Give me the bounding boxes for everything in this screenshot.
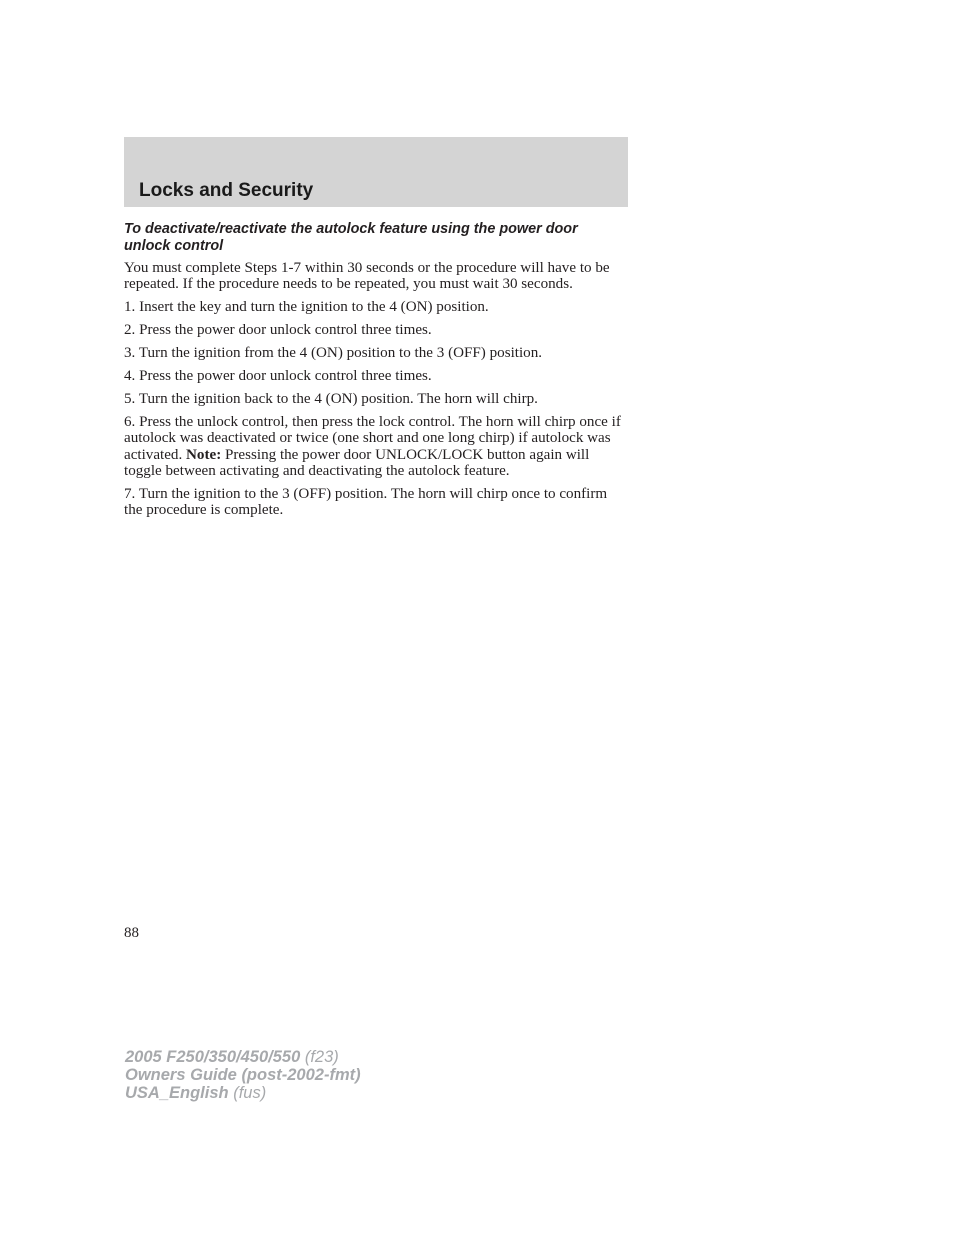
footer-model-code: (f23) [304, 1048, 339, 1066]
footer-model-line [125, 1048, 361, 1066]
step-6-paragraph [124, 414, 624, 480]
step-4: 4. Press the power door unlock control three times. [124, 368, 432, 385]
section-title: Locks and Security [139, 180, 314, 201]
note-label: Note: [186, 446, 222, 463]
footer-model: 2005 F250/350/450/550 [125, 1048, 301, 1066]
footer-language: USA_English [125, 1084, 229, 1103]
document-footer [125, 1048, 361, 1103]
page-content [124, 221, 624, 525]
section-header-band [124, 137, 628, 207]
footer-guide: Owners Guide (post-2002-fmt) [125, 1066, 361, 1085]
step-3: 3. Turn the ignition from the 4 (ON) position to the 3 (OFF) position. [124, 345, 543, 362]
procedure-subheading: To deactivate/reactivate the autolock feature using the power door unlock control [124, 221, 578, 254]
step-1: 1. Insert the key and turn the ignition to the 4 (ON) position. [124, 299, 489, 316]
page-number: 88 [124, 925, 139, 941]
step-6: 6. Press the unlock control, then press the lock control. The horn will chirp once if autolock was deactivated or twice (one short and one long chirp) if autolock was activated. [124, 413, 621, 463]
note-text: Pressing the power door UNLOCK/LOCK button again will toggle between activating and deactivating the autolock feature. [124, 446, 590, 480]
step-7: 7. Turn the ignition to the 3 (OFF) position. The horn will chirp once to confirm the procedure is complete. [124, 485, 608, 519]
step-2: 2. Press the power door unlock control three times. [124, 322, 432, 339]
footer-language-line [125, 1084, 361, 1102]
footer-language-code: (fus) [233, 1084, 267, 1103]
footer-guide-line [125, 1066, 361, 1084]
step-5: 5. Turn the ignition back to the 4 (ON) position. The horn will chirp. [124, 390, 538, 407]
intro-paragraph: You must complete Steps 1-7 within 30 seconds or the procedure will have to be repeated. If the procedure needs to be repeated, you must wait 30 seconds. [124, 260, 610, 293]
